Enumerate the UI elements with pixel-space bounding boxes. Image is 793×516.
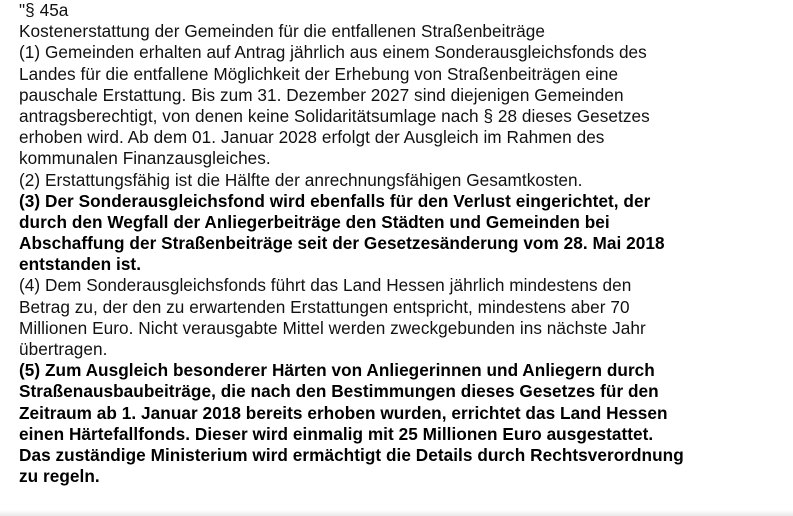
paragraph-line: (2) Erstattungsfähig ist die Hälfte der anrechnungsfähigen Gesamtkosten. [19,169,583,190]
paragraph-2 [19,170,789,191]
paragraph-line: erhoben wird. Ab dem 01. Januar 2028 erfolgt der Ausgleich im Rahmen des [19,127,605,148]
paragraph-5 [19,360,789,487]
paragraph-line: pauschale Erstattung. Bis zum 31. Dezember 2027 sind diejenigen Gemeinden [19,84,624,105]
paragraph-line: durch den Wegfall der Anliegerbeiträge den Städten und Gemeinden bei [19,211,610,232]
paragraph-line: übertragen. [19,339,108,359]
paragraph-1 [19,42,789,169]
paragraph-line: antragsberechtigt, von denen keine Solidaritätsumlage nach § 28 dieses Gesetzes [19,105,650,126]
paragraph-line: (4) Dem Sonderausgleichsfonds führt das Land Hessen jährlich mindestens den [19,275,632,296]
paragraph-line: Landes für die entfallene Möglichkeit der Erhebung von Straßenbeiträgen eine [19,63,619,84]
paragraph-line: Das zuständige Ministerium wird ermächtigt die Details durch Rechtsverordnung [19,444,684,465]
paragraph-line: (5) Zum Ausgleich besonderer Härten von Anliegerinnen und Anliegern durch [19,360,655,381]
paragraph-line: einen Härtefallfonds. Dieser wird einmalig mit 25 Millionen Euro ausgestattet. [19,423,654,444]
paragraph-line: Zeitraum ab 1. Januar 2018 bereits erhoben wurden, errichtet das Land Hessen [19,402,668,423]
paragraph-line: (3) Der Sonderausgleichsfond wird ebenfalls für den Verlust eingerichtet, der [19,190,651,211]
paragraph-line: Abschaffung der Straßenbeiträge seit der Gesetzesänderung vom 28. Mai 2018 [19,233,665,254]
section-heading: "§ 45a [19,0,69,20]
paragraph-line: kommunalen Finanzausgleiches. [19,148,271,169]
paragraph-line: entstanden ist. [19,254,142,275]
paragraph-line: zu regeln. [19,466,100,487]
paragraph-line: Millionen Euro. Nicht verausgabte Mittel werden zweckgebunden ins nächste Jahr [19,317,646,338]
page-bottom-edge [0,510,793,516]
paragraph-3 [19,191,789,276]
paragraph-line: Straßenausbaubeiträge, die nach den Bestimmungen dieses Gesetzes für den [19,381,659,402]
paragraph-line: (1) Gemeinden erhalten auf Antrag jährlich aus einem Sonderausgleichsfonds des [19,42,647,63]
paragraph-4 [19,275,789,360]
document-body [19,0,789,487]
paragraph-line: Betrag zu, der den zu erwartenden Erstattungen entspricht, mindestens aber 70 [19,296,630,317]
section-title: Kostenerstattung der Gemeinden für die entfallenen Straßenbeiträge [19,21,545,42]
